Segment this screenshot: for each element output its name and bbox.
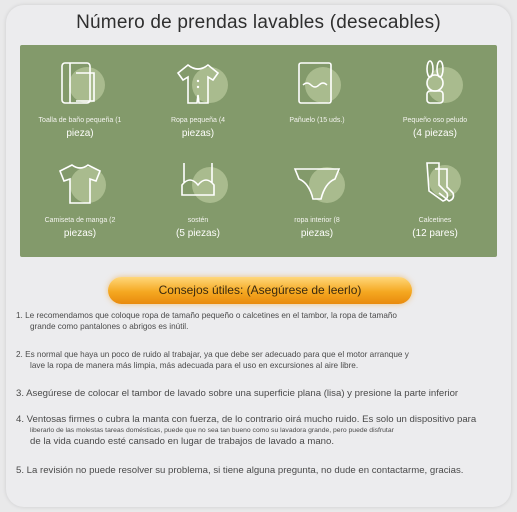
item-label-small: Calcetines xyxy=(418,217,452,224)
item-label-small: Toalla de baño pequeña (1 xyxy=(38,117,122,124)
tip-line: 2. Es normal que haya un poco de ruido al trabajar, ya que debe ser adecuado para que el motor arranque y xyxy=(16,350,409,359)
item-label-large: piezas) xyxy=(63,228,97,239)
tip-4 xyxy=(16,414,504,447)
tip-3 xyxy=(16,388,504,399)
tip-line: 5. La revisión no puede resolver su problema, si tiene alguna pregunta, no dude en contactarme, gracias. xyxy=(16,465,464,476)
item-label-small: ropa interior (8 xyxy=(294,217,340,224)
items-panel xyxy=(20,45,497,257)
tip-line: liberarlo de las molestas tareas domésticas, puede que no sea tan bueno como su lavadora grande, pero puede disfrutar xyxy=(30,427,394,434)
item-label-large: piezas) xyxy=(181,128,215,139)
item-label-small: Pequeño oso peludo xyxy=(402,117,468,124)
tip-line: de la vida cuando esté cansado en lugar de trabajos de lavado a mano. xyxy=(30,436,335,447)
tip-2 xyxy=(16,349,504,371)
tissue-pack-icon xyxy=(257,55,377,111)
baby-romper-icon xyxy=(138,55,258,111)
underwear-icon xyxy=(257,155,377,211)
socks-icon xyxy=(375,155,495,211)
item-label-large: (12 pares) xyxy=(412,228,458,239)
item-label-large: (5 piezas) xyxy=(176,228,220,239)
item-label-small: sostén xyxy=(187,217,209,224)
item-label-small: Camiseta de manga (2 xyxy=(44,217,116,224)
tip-line: 3. Asegúrese de colocar el tambor de lavado sobre una superficie plana (lisa) y presione la parte inferior xyxy=(16,388,459,399)
item-label-large: pieza) xyxy=(66,128,94,139)
towel-icon xyxy=(20,55,140,111)
item-label-small: Pañuelo (15 uds.) xyxy=(289,117,345,124)
tip-line: lave la ropa de manera más limpia, más adecuada para el uso en excursiones al aire libre. xyxy=(30,361,359,370)
item-label-large: piezas) xyxy=(300,228,334,239)
plush-bunny-icon xyxy=(375,55,495,111)
item-label-small: Ropa pequeña (4 xyxy=(170,117,226,124)
tip-line: grande como pantalones o abrigos es inútil. xyxy=(30,322,189,331)
tip-line: 4. Ventosas firmes o cubra la manta con fuerza, de lo contrario oirá mucho ruido. Es solo un dispositivo para xyxy=(16,414,477,425)
item-label-large: (4 piezas) xyxy=(413,128,457,139)
page-title: Número de prendas lavables (desecables) xyxy=(76,12,441,33)
bra-icon xyxy=(138,155,258,211)
tshirt-icon xyxy=(20,155,140,211)
tip-1 xyxy=(16,310,504,332)
tip-line: 1. Le recomendamos que coloque ropa de tamaño pequeño o calcetines en el tambor, la ropa de tamaño xyxy=(16,311,397,320)
tip-5 xyxy=(16,465,504,476)
tips-header-badge xyxy=(108,277,412,304)
tips-header-label: Consejos útiles: (Asegúrese de leerlo) xyxy=(158,283,362,297)
